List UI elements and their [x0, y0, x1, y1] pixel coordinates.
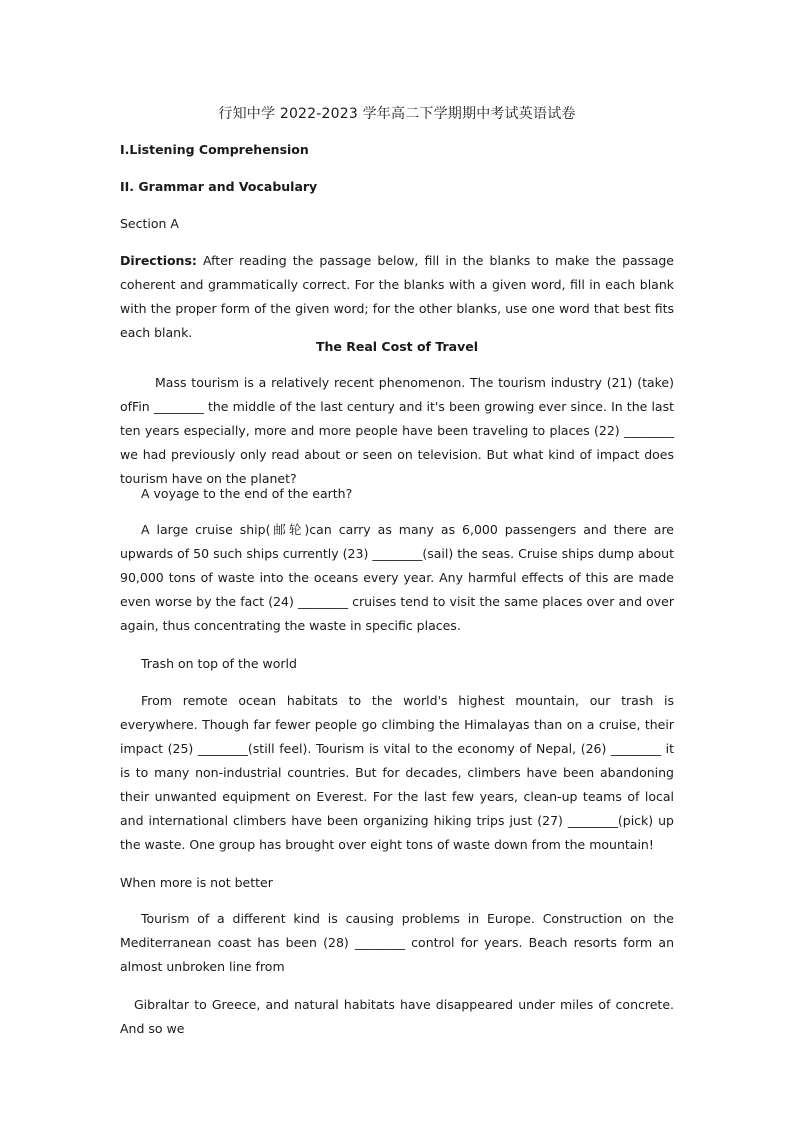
passage-paragraph-2: A large cruise ship(邮轮)can carry as many as 6,000 passengers and there are upwards of 50 such ships currently (23) ________(sail) the seas. Cruise ships dump about 90,000 tons of waste into the oceans every year. Any harmful effects of this are made even worse by the fact (24) ________ cruises tend to visit the same places over and over again, thus concentrating the waste in specific places.	[120, 522, 674, 633]
subheading-trash: Trash on top of the world	[141, 656, 297, 671]
passage-title: The Real Cost of Travel	[316, 339, 478, 354]
passage-paragraph-5: Gibraltar to Greece, and natural habitats have disappeared under miles of concrete. And so we	[120, 997, 674, 1036]
directions-text: After reading the passage below, fill in the blanks to make the passage coherent and grammatically correct. For the blanks with a given word, fill in each blank with the proper form of the given word; for the other blanks, use one word that best fits each blank.	[120, 253, 674, 340]
subheading-voyage: A voyage to the end of the earth?	[141, 486, 353, 501]
passage-paragraph-3: From remote ocean habitats to the world's highest mountain, our trash is everywhere. Though far fewer people go climbing the Himalayas than on a cruise, their impact (25) ________(still feel). Tourism is vital to the economy of Nepal, (26) ________ it is to many non-industrial countries. But for decades, climbers have been abandoning their unwanted equipment on Everest. For the last few years, clean-up teams of local and international climbers have been organizing hiking trips just (27) ________(pick) up the waste. One group has brought over eight tons of waste down from the mountain!	[120, 693, 674, 852]
directions-label: Directions:	[120, 253, 197, 268]
subheading-more-not-better: When more is not better	[120, 875, 273, 890]
directions-paragraph	[120, 249, 674, 345]
passage-paragraph-1: Mass tourism is a relatively recent phenomenon. The tourism industry (21) (take) ofFin ________ the middle of the last century and it's been growing ever since. In the last ten years especially, more and more people have been traveling to places (22) ________ we had previously only read about or seen on television. But what kind of impact does tourism have on the planet?	[120, 375, 674, 486]
section-grammar-heading: II. Grammar and Vocabulary	[120, 179, 318, 194]
section-listening-heading: I.Listening Comprehension	[120, 142, 309, 157]
passage-paragraph-4: Tourism of a different kind is causing problems in Europe. Construction on the Mediterranean coast has been (28) ________ control for years. Beach resorts form an almost unbroken line from	[120, 911, 674, 974]
section-a-label: Section A	[120, 216, 179, 231]
exam-title: 行知中学 2022-2023 学年高二下学期期中考试英语试卷	[218, 106, 576, 122]
